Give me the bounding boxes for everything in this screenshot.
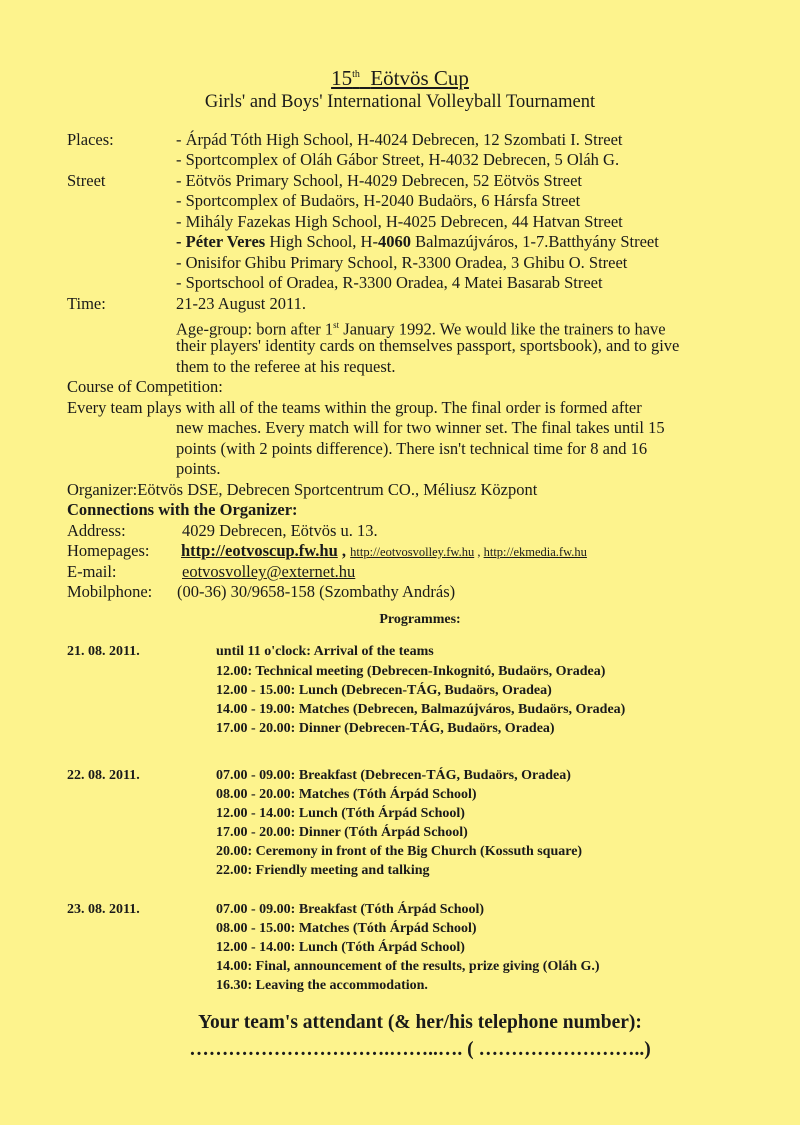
competition-line-2: new maches. Every match will for two winner set. The final takes until 15 [176,418,665,437]
veres-name: - Péter Veres [176,232,266,251]
organizer-line: Organizer:Eötvös DSE, Debrecen Sportcentrum CO., Méliusz Központ [67,480,538,499]
veres-rest: Balmazújváros, 1-7.Batthyány Street [410,232,659,251]
places-label: Places: [67,130,114,149]
competition-line-4: points. [176,459,221,478]
attendant-prompt: Your team's attendant (& her/his telephone number): [198,1012,642,1033]
competition-heading: Course of Competition: [67,377,223,396]
time-date: 21-23 August 2011. [176,294,307,313]
phone-value: (00-36) 30/9658-158 (Szombathy András) [177,582,456,601]
age-line-2: their players' identity cards on themselves passport, sportsbook), and to give [176,336,680,355]
email-label: E-mail: [67,562,117,581]
programme-item: 14.00: Final, announcement of the results, prize giving (Oláh G.) [216,959,600,974]
programme-date: 23. 08. 2011. [67,902,140,917]
programme-item: 07.00 - 09.00: Breakfast (Tóth Árpád School) [216,902,485,917]
place-item: - Árpád Tóth High School, H-4024 Debrecen, 12 Szombati I. Street [176,130,623,149]
programme-item: 07.00 - 09.00: Breakfast (Debrecen-TÁG, Budaörs, Oradea) [216,768,571,783]
age-sup: st [333,320,340,330]
homepage-link-main[interactable]: http://eotvoscup.fw.hu [181,541,338,560]
connections-heading: Connections with the Organizer: [67,500,298,519]
homepage-separator: , [337,541,351,560]
email-link[interactable]: eotvosvolley@externet.hu [182,562,356,581]
title-number: 15 [331,66,353,90]
programme-item: until 11 o'clock: Arrival of the teams [216,644,434,659]
title-text: Eötvös Cup [370,66,469,90]
programme-item: 08.00 - 15.00: Matches (Tóth Árpád School) [216,921,477,936]
programme-item: 22.00: Friendly meeting and talking [216,863,430,878]
programme-item: 08.00 - 20.00: Matches (Tóth Árpád School) [216,787,477,802]
phone-label: Mobilphone: [67,582,153,601]
veres-zip: 4060 [377,232,411,251]
programme-item: 17.00 - 20.00: Dinner (Debrecen-TÁG, Budaörs, Oradea) [216,721,555,736]
programme-date: 22. 08. 2011. [67,768,140,783]
address-value: 4029 Debrecen, Eötvös u. 13. [182,521,378,540]
page-subtitle: Girls' and Boys' International Volleyball Tournament [204,92,596,112]
place-item: - Mihály Fazekas High School, H-4025 Debrecen, 44 Hatvan Street [176,212,623,231]
place-item: - Sportcomplex of Budaörs, H-2040 Budaörs, 6 Hársfa Street [176,191,581,210]
programme-item: 17.00 - 20.00: Dinner (Tóth Árpád School) [216,825,468,840]
age-pre: Age-group: born after 1 [176,319,334,339]
page-title [0,66,800,91]
address-label: Address: [67,521,126,540]
homepage-separator: , [474,545,484,559]
competition-line-1: Every team plays with all of the teams within the group. The final order is formed after [67,398,642,417]
place-item: - Sportschool of Oradea, R-3300 Oradea, 4 Matei Basarab Street [176,273,603,292]
place-item-veres [176,232,659,252]
programme-item: 16.30: Leaving the accommodation. [216,978,428,993]
homepages-label: Homepages: [67,541,150,560]
homepages-value [181,541,587,562]
programme-item: 12.00 - 15.00: Lunch (Debrecen-TÁG, Budaörs, Oradea) [216,683,552,698]
place-item: - Eötvös Primary School, H-4029 Debrecen, 52 Eötvös Street [176,171,583,190]
programme-item: 12.00 - 14.00: Lunch (Tóth Árpád School) [216,806,465,821]
age-line-3: them to the referee at his request. [176,357,396,376]
street-label: Street [67,171,106,190]
title-superscript: th [352,69,360,80]
programme-item: 12.00 - 14.00: Lunch (Tóth Árpád School) [216,940,465,955]
veres-mid: High School, H- [265,232,378,251]
programmes-title: Programmes: [379,612,461,627]
place-item: - Sportcomplex of Oláh Gábor Street, H-4032 Debrecen, 5 Oláh G. [176,150,620,169]
attendant-fill-line: ………………………….……..…. ( ……………………..) [189,1039,651,1060]
programme-item: 14.00 - 19.00: Matches (Debrecen, Balmazújváros, Budaörs, Oradea) [216,702,626,717]
title-underlined [331,66,469,90]
programme-item: 12.00: Technical meeting (Debrecen-Inkognitó, Budaörs, Oradea) [216,664,606,679]
programme-date: 21. 08. 2011. [67,644,140,659]
place-item: - Onisifor Ghibu Primary School, R-3300 Oradea, 3 Ghibu O. Street [176,253,628,272]
programme-item: 20.00: Ceremony in front of the Big Church (Kossuth square) [216,844,583,859]
time-label: Time: [67,294,106,313]
homepage-link-2[interactable]: http://eotvosvolley.fw.hu [350,545,475,559]
homepage-link-3[interactable]: http://ekmedia.fw.hu [483,545,587,559]
competition-line-3: points (with 2 points difference). There isn't technical time for 8 and 16 [176,439,648,458]
age-post: January 1992. We would like the trainers to have [339,319,666,339]
